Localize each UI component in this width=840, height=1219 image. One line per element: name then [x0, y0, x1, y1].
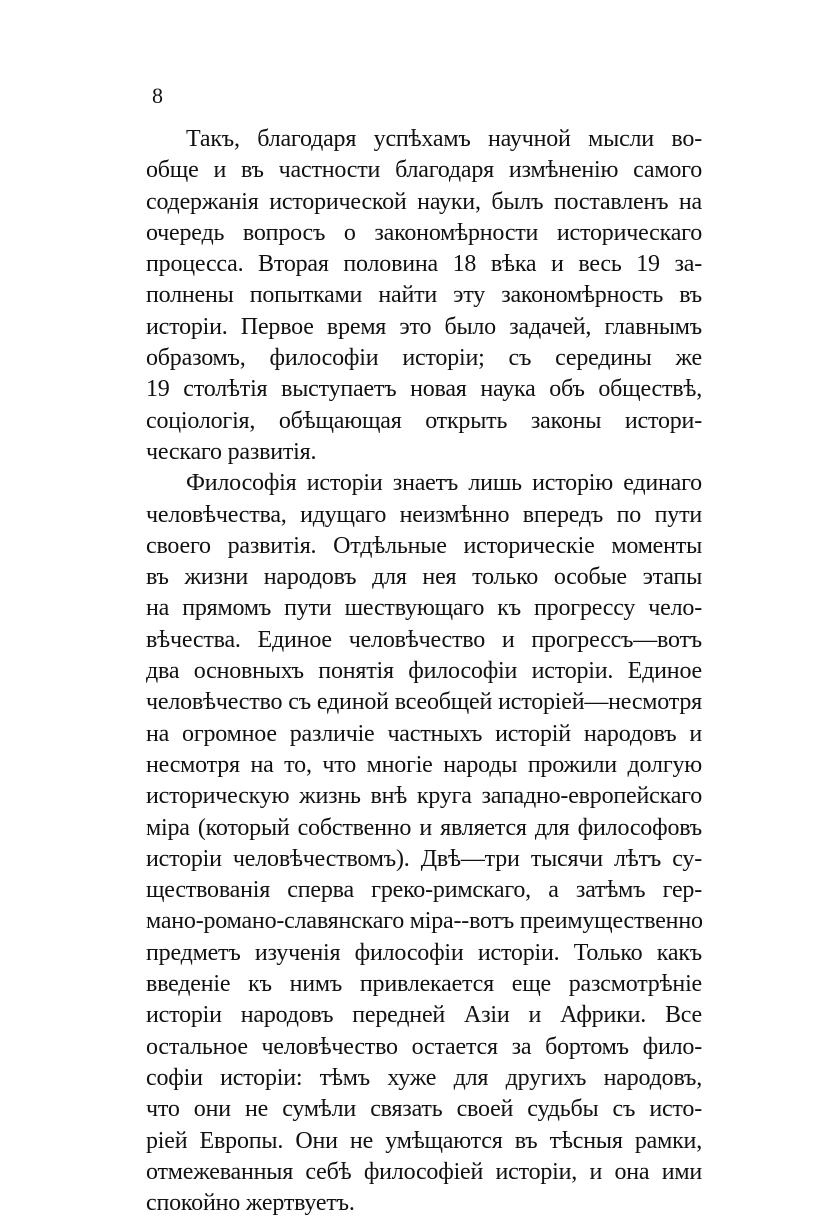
text-line: исторіи народовъ передней Азіи и Африки. Все	[146, 1002, 702, 1029]
text-line: спокойно жертвуетъ.	[146, 1190, 355, 1217]
text-line: соціологія, обѣщающая открыть законы истори-	[146, 407, 702, 434]
text-line: ческаго развитія.	[146, 438, 317, 465]
text-line: человѣчество съ единой всеобщей исторіей—несмотря	[146, 689, 702, 716]
text-line: Философія исторіи знаетъ лишь исторію единаго	[186, 470, 702, 497]
text-line: обще и въ частности благодаря измѣненію самого	[146, 157, 702, 184]
text-line: введеніе къ нимъ привлекается еще разсмотрѣніе	[146, 971, 702, 998]
text-line: вѣчества. Единое человѣчество и прогрессъ—вотъ	[146, 626, 702, 653]
text-line: что они не сумѣли связать своей судьбы съ исто-	[146, 1096, 702, 1123]
text-line: несмотря на то, что многіе народы прожили долгую	[146, 751, 702, 778]
text-line: въ жизни народовъ для нея только особые этапы	[146, 564, 702, 591]
text-line: содержанія исторической науки, былъ поставленъ на	[146, 188, 702, 215]
text-line: исторіи человѣчествомъ). Двѣ—три тысячи лѣтъ су-	[146, 845, 702, 872]
text-line: историческую жизнь внѣ круга западно-европейскаго	[146, 783, 702, 810]
text-line: міра (который собственно и является для философовъ	[146, 814, 702, 841]
text-line: предметъ изученія философіи исторіи. Только какъ	[146, 939, 702, 966]
text-line: 19 столѣтія выступаетъ новая наука объ обществѣ,	[146, 376, 702, 403]
text-line: софіи исторіи: тѣмъ хуже для другихъ народовъ,	[146, 1064, 702, 1091]
text-line: на огромное различіе частныхъ исторій народовъ и	[146, 720, 702, 747]
text-line: своего развитія. Отдѣльные историческіе моменты	[146, 532, 702, 559]
text-line: мано-романо-славянскаго міра--вотъ преимущественно	[146, 908, 703, 935]
text-line: образомъ, философіи исторіи; съ середины же	[146, 345, 702, 372]
page-number: 8	[152, 83, 163, 108]
text-line: ществованія сперва греко-римскаго, а затѣмъ гер-	[146, 877, 702, 904]
text-line: на прямомъ пути шествующаго къ прогрессу чело-	[146, 595, 702, 622]
text-line: человѣчества, идущаго неизмѣнно впередъ по пути	[146, 501, 702, 528]
text-line: отмежеванныя себѣ философіей исторіи, и она ими	[146, 1158, 702, 1185]
body-text	[146, 124, 702, 1219]
text-line: ріей Европы. Они не умѣщаются въ тѣсныя рамки,	[146, 1127, 702, 1154]
text-line: полнены попытками найти эту закономѣрность въ	[146, 282, 702, 309]
text-line: остальное человѣчество остается за бортомъ фило-	[146, 1033, 702, 1060]
text-line: процесса. Вторая половина 18 вѣка и весь 19 за-	[146, 251, 702, 278]
text-line: исторіи. Первое время это было задачей, главнымъ	[146, 313, 702, 340]
text-line: Такъ, благодаря успѣхамъ научной мысли во-	[186, 126, 702, 152]
text-line: очередь вопросъ о закономѣрности историческаго	[146, 219, 702, 246]
text-line: два основныхъ понятія философіи исторіи. Единое	[146, 658, 702, 685]
